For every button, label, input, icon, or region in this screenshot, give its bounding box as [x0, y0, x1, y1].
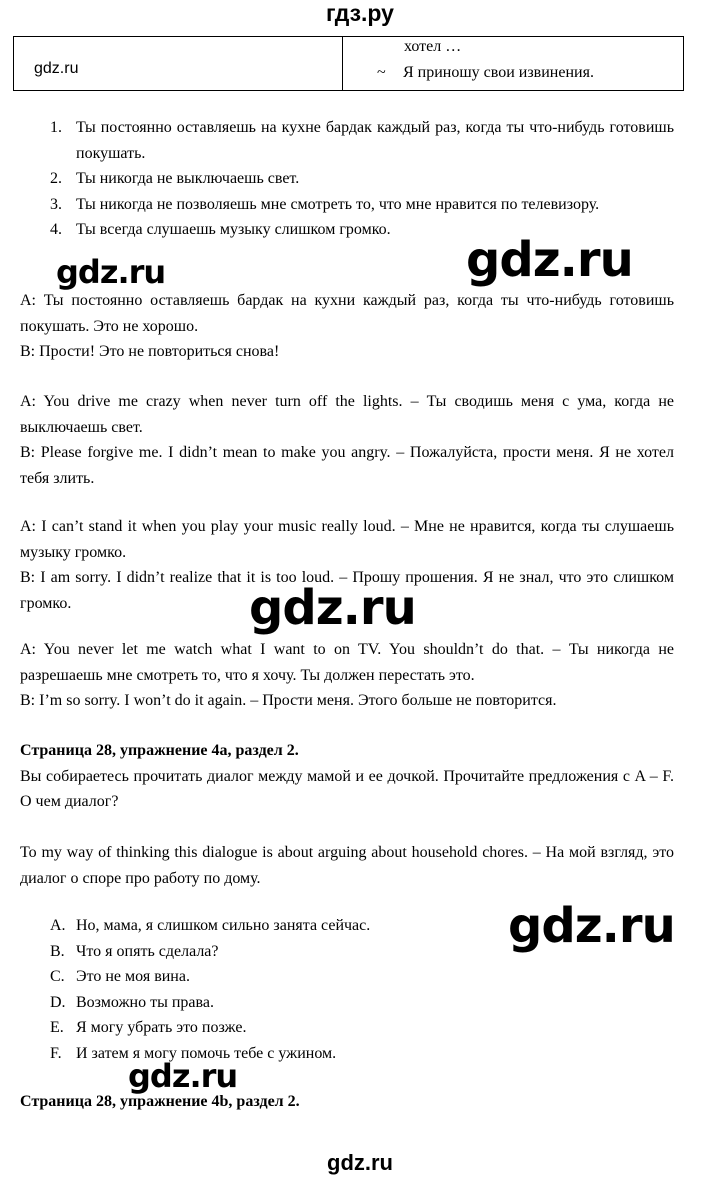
list-item: F. И затем я могу помочь тебе с ужином.: [50, 1044, 337, 1062]
watermark: gdz.ru: [128, 1057, 238, 1095]
watermark: gdz.ru: [56, 253, 166, 291]
lettered-list: [50, 913, 450, 1066]
table-right-line2-text: Я приношу свои извинения.: [403, 64, 594, 81]
section-4a-heading: Страница 28, упражнение 4a, раздел 2.: [20, 742, 299, 759]
watermark: gdz.ru: [249, 580, 416, 636]
list-item: A. Но, мама, я слишком сильно занята сейчас.: [50, 917, 371, 934]
numbered-list: [50, 115, 674, 243]
section-4a-instruction: Вы собираетесь прочитать диалог между мамой и ее дочкой. Прочитайте предложения с A – F. О чем диалог?: [20, 767, 674, 810]
dialogue-line-b: B: I’m so sorry. I won’t do it again. – Прости меня. Этого больше не повторится.: [20, 692, 557, 709]
dialogue-line-b: B: Please forgive me. I didn’t mean to make you angry. – Пожалуйста, прости меня. Я не хотел тебя злить.: [20, 444, 674, 487]
site-header-title: гдз.ру: [326, 0, 394, 26]
table-left-text: gdz.ru: [34, 60, 79, 77]
table-right-line2: [377, 64, 594, 82]
list-item: 3. Ты никогда не позволяешь мне смотреть то, что мне нравится по телевизору.: [50, 195, 600, 213]
dialogue-line-a: A: You never let me watch what I want to on TV. You shouldn’t do that. – Ты никогда не разрешаешь мне смотреть то, что я хочу. Ты должен перестать это.: [20, 641, 674, 684]
dialogue-line-a: A: Ты постоянно оставляешь бардак на кухни каждый раз, когда ты что-нибудь готовишь покушать. Это не хорошо.: [20, 292, 674, 335]
dialogue-line-b: B: Прости! Это не повториться снова!: [20, 343, 280, 360]
list-item: C. Это не моя вина.: [50, 968, 190, 985]
dialogue-line-b: B: I am sorry. I didn’t realize that it is too loud. – Прошу прошения. Я не знал, что это слишком громко.: [20, 569, 674, 612]
list-item: D. Возможно ты права.: [50, 993, 214, 1011]
watermark: gdz.ru: [508, 898, 675, 954]
tilde-marker: ~: [377, 64, 386, 81]
dialogue-line-a: A: I can’t stand it when you play your music really loud. – Мне не нравится, когда ты слушаешь музыку громко.: [20, 518, 674, 561]
site-footer: gdz.ru: [327, 1150, 393, 1175]
dialogue-2: [20, 389, 674, 491]
dialogue-1: [20, 288, 674, 365]
list-item: 4. Ты всегда слушаешь музыку слишком громко.: [50, 221, 391, 238]
dialogue-4: [20, 637, 674, 714]
section-4a-answer: To my way of thinking this dialogue is about arguing about household chores. – На мой взгляд, это диалог о споре про работу по дому.: [20, 844, 674, 887]
list-item: E. Я могу убрать это позже.: [50, 1019, 247, 1036]
list-item: B. Что я опять сделала?: [50, 942, 219, 960]
watermark: gdz.ru: [466, 232, 633, 288]
table-right-line1: хотел …: [404, 38, 462, 55]
list-item: 1. Ты постоянно оставляешь на кухне бардак каждый раз, когда ты что-нибудь готовишь покушать.: [50, 119, 674, 162]
dialogue-line-a: A: You drive me crazy when never turn off the lights. – Ты сводишь меня с ума, когда не выключаешь свет.: [20, 393, 674, 436]
list-item: 2. Ты никогда не выключаешь свет.: [50, 170, 300, 187]
section-4b-heading: Страница 28, упражнение 4b, раздел 2.: [20, 1093, 300, 1110]
section-4a: [20, 738, 674, 815]
